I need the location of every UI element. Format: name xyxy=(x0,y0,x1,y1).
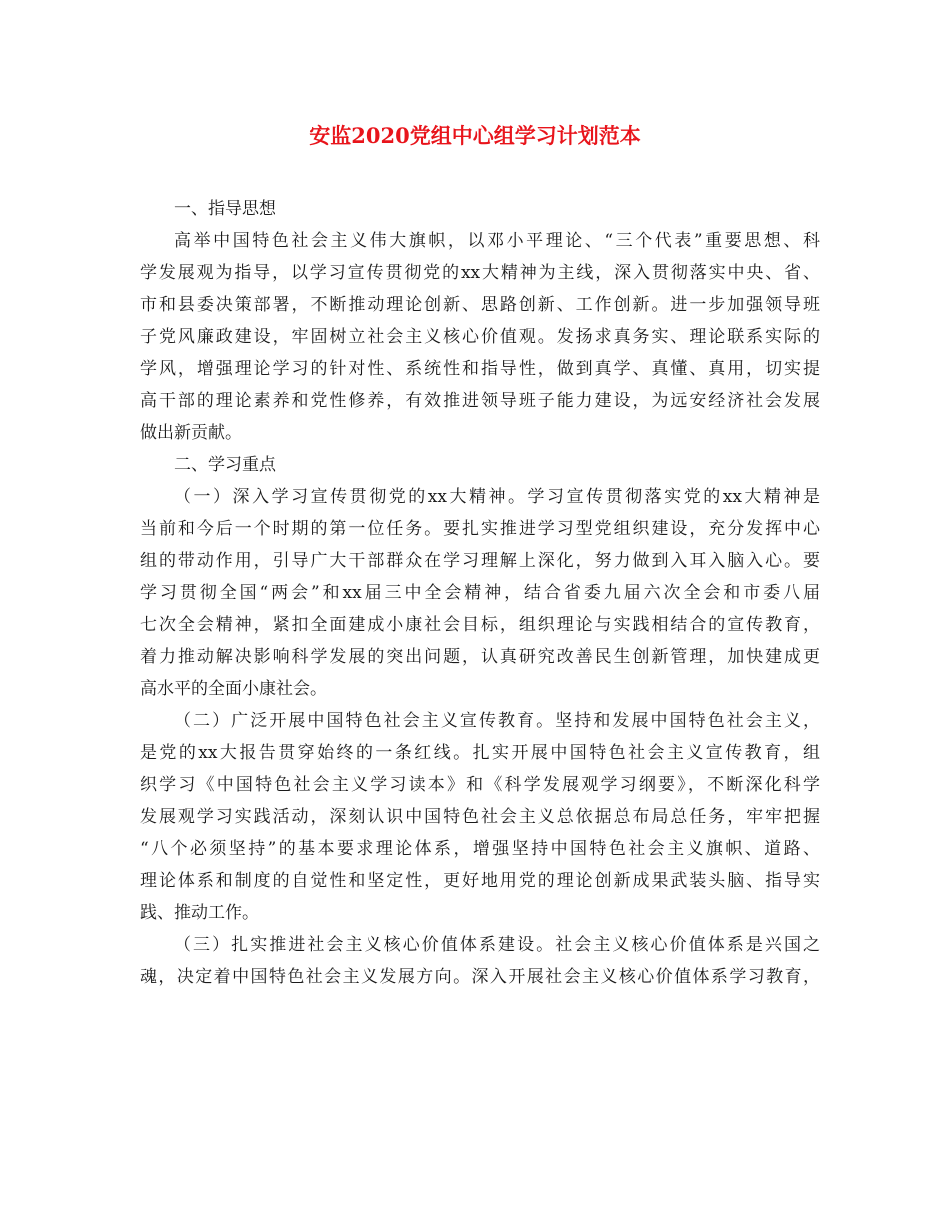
paragraph-line: 当前和今后一个时期的第一位任务。要扎实推进学习型党组织建设，充分发挥中心 xyxy=(140,519,820,539)
paragraph-line: 织学习《中国特色社会主义学习读本》和《科学发展观学习纲要》，不断深化科学 xyxy=(140,775,820,795)
paragraph-line: 七次全会精神，紧扣全面建成小康社会目标，组织理论与实践相结合的宣传教育， xyxy=(140,615,820,635)
paragraph-line: 子党风廉政建设，牢固树立社会主义核心价值观。发扬求真务实、理论联系实际的 xyxy=(140,327,820,347)
paragraph-line: 魂，决定着中国特色社会主义发展方向。深入开展社会主义核心价值体系学习教育， xyxy=(140,967,820,987)
paragraph-line: 理论体系和制度的自觉性和坚定性，更好地用党的理论创新成果武装头脑、指导实 xyxy=(140,871,820,891)
section-heading: 一、指导思想 xyxy=(174,199,276,219)
paragraph-line: 学习贯彻全国“两会”和xx届三中全会精神，结合省委九届六次全会和市委八届 xyxy=(140,583,820,603)
paragraph-line: （三）扎实推进社会主义核心价值体系建设。社会主义核心价值体系是兴国之 xyxy=(174,935,820,955)
paragraph-line: 践、推动工作。 xyxy=(140,903,259,923)
paragraph-line: 高干部的理论素养和党性修养，有效推进领导班子能力建设，为远安经济社会发展 xyxy=(140,391,820,411)
paragraph-line: （二）广泛开展中国特色社会主义宣传教育。坚持和发展中国特色社会主义， xyxy=(174,711,820,731)
paragraph-line: 高举中国特色社会主义伟大旗帜，以邓小平理论、“三个代表”重要思想、科 xyxy=(174,231,820,251)
document-body xyxy=(140,193,820,993)
paragraph-line: 着力推动解决影响科学发展的突出问题，认真研究改善民生创新管理，加快建成更 xyxy=(140,647,820,667)
paragraph-line: 是党的xx大报告贯穿始终的一条红线。扎实开展中国特色社会主义宣传教育，组 xyxy=(140,743,820,763)
paragraph-line: 学风，增强理论学习的针对性、系统性和指导性，做到真学、真懂、真用，切实提 xyxy=(140,359,820,379)
paragraph-line: 高水平的全面小康社会。 xyxy=(140,679,327,699)
document-title: 安监2020党组中心组学习计划范本 xyxy=(309,123,641,148)
paragraph-line: （一）深入学习宣传贯彻党的xx大精神。学习宣传贯彻落实党的xx大精神是 xyxy=(174,487,820,507)
paragraph-line: 发展观学习实践活动，深刻认识中国特色社会主义总依据总布局总任务，牢牢把握 xyxy=(140,807,820,827)
paragraph-line: 做出新贡献。 xyxy=(140,423,242,443)
paragraph-line: 学发展观为指导，以学习宣传贯彻党的xx大精神为主线，深入贯彻落实中央、省、 xyxy=(140,263,820,283)
section-heading: 二、学习重点 xyxy=(174,455,276,475)
paragraph-line: 组的带动作用，引导广大干部群众在学习理解上深化，努力做到入耳入脑入心。要 xyxy=(140,551,820,571)
paragraph-line: “八个必须坚持”的基本要求理论体系，增强坚持中国特色社会主义旗帜、道路、 xyxy=(140,839,820,859)
paragraph-line: 市和县委决策部署，不断推动理论创新、思路创新、工作创新。进一步加强领导班 xyxy=(140,295,820,315)
